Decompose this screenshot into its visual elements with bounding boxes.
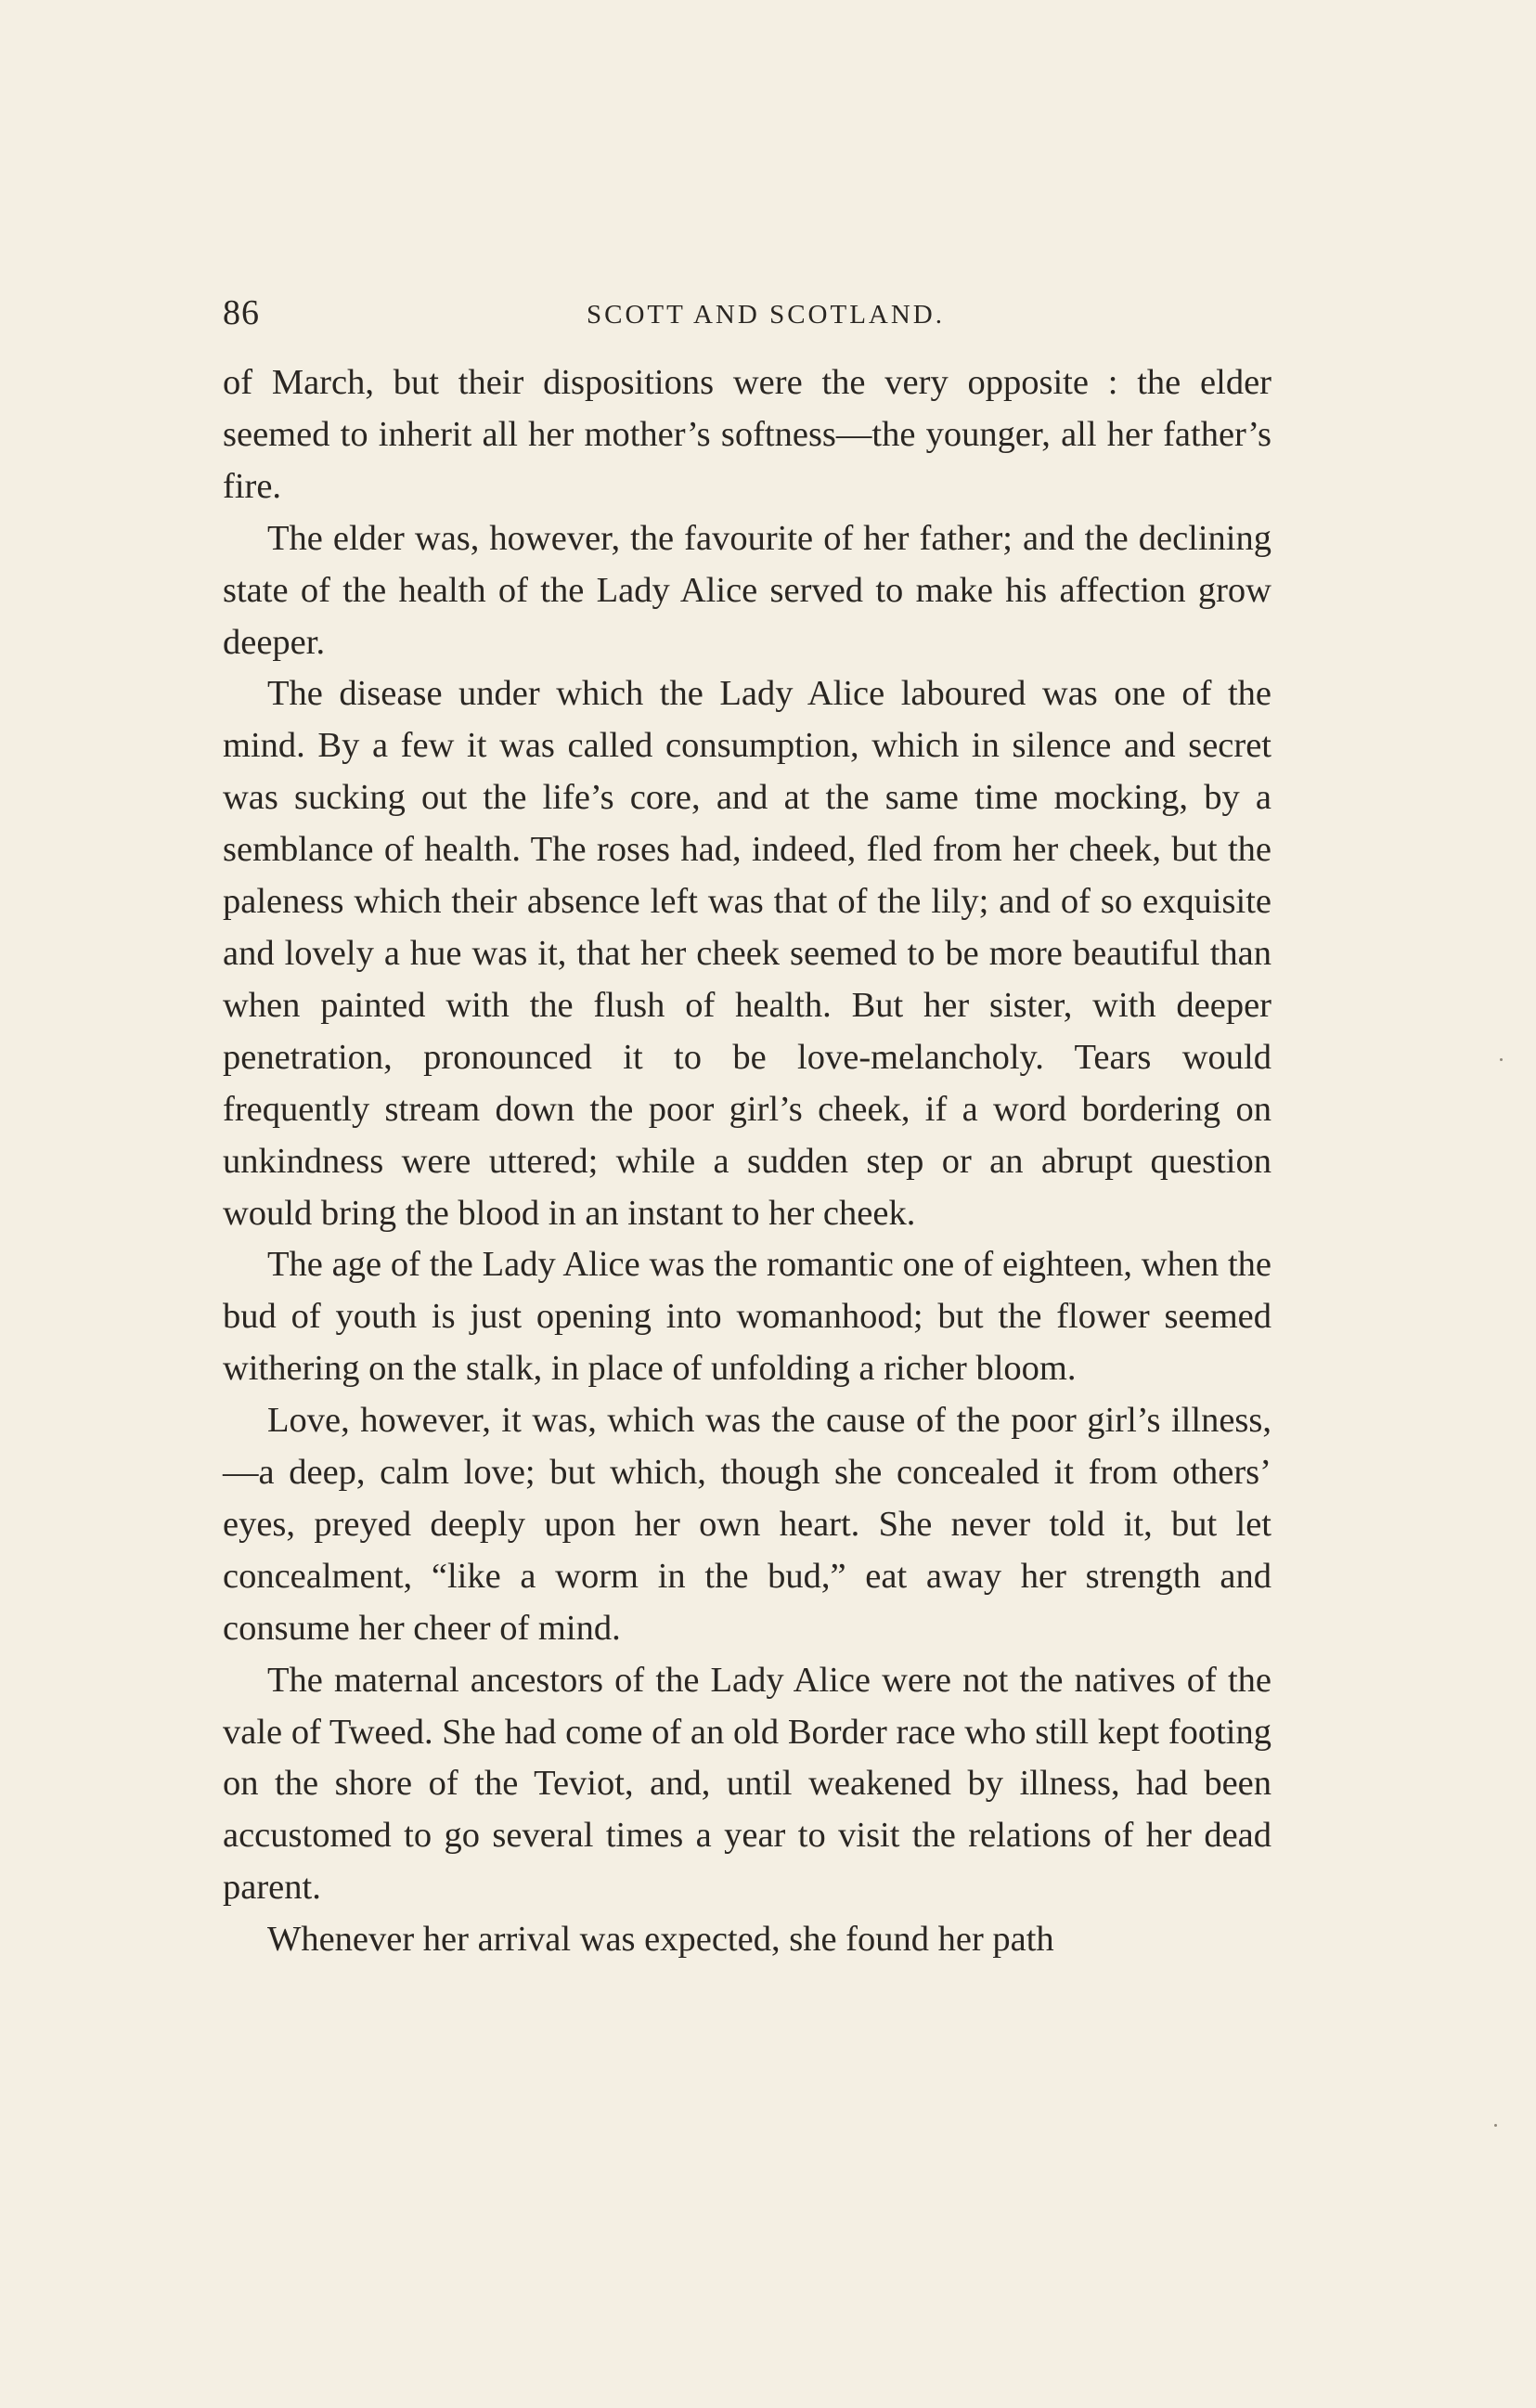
- page-number: 86: [223, 293, 260, 332]
- paper-speck: [1500, 1058, 1503, 1061]
- paragraph: Love, however, it was, which was the cause of the poor girl’s illness,—a deep, calm love; but which, though she concealed it from others’ eyes, preyed deeply upon her own heart. She never told it, but let concealment, “like a worm in the bud,” eat away her strength and consume her cheer of mind.: [223, 1401, 1271, 1648]
- paragraph-continued: of March, but their dispositions were the very opposite : the elder seemed to inherit all her mother’s softness—the younger, all her father’s fire.: [223, 363, 1271, 506]
- body-text: [223, 357, 1271, 1966]
- paper-speck: [1494, 2124, 1497, 2127]
- paragraph: The maternal ancestors of the Lady Alice were not the natives of the vale of Tweed. She had come of an old Border race who still kept footing on the shore of the Teviot, and, until weakened by illness, had been accustomed to go several times a year to visit the relations of her dead parent.: [223, 1660, 1271, 1908]
- paragraph: The elder was, however, the favourite of her father; and the declining state of the health of the Lady Alice served to make his affection grow deeper.: [223, 518, 1271, 662]
- running-head: [223, 290, 1271, 336]
- paragraph-final: Whenever her arrival was expected, she found her path: [267, 1920, 1054, 1960]
- paragraph: The disease under which the Lady Alice laboured was one of the mind. By a few it was called consumption, which in silence and secret was sucking out the life’s core, and at the same time mocking, by a semblance of health. The roses had, indeed, fled from her cheek, but the paleness which their absence left was that of the lily; and of so exquisite and lovely a hue was it, that her cheek seemed to be more beautiful than when painted with the flush of health. But her sister, with deeper penetration, pronounced it to be love-melancholy. Tears would frequently stream down the poor girl’s cheek, if a word bordering on unkindness were uttered; while a sudden step or an abrupt question would bring the blood in an instant to her cheek.: [223, 674, 1271, 1233]
- paragraph: The age of the Lady Alice was the romantic one of eighteen, when the bud of youth is just opening into womanhood; but the flower seemed withering on the stalk, in place of unfolding a richer bloom.: [223, 1245, 1271, 1389]
- running-title: SCOTT AND SCOTLAND.: [587, 300, 945, 330]
